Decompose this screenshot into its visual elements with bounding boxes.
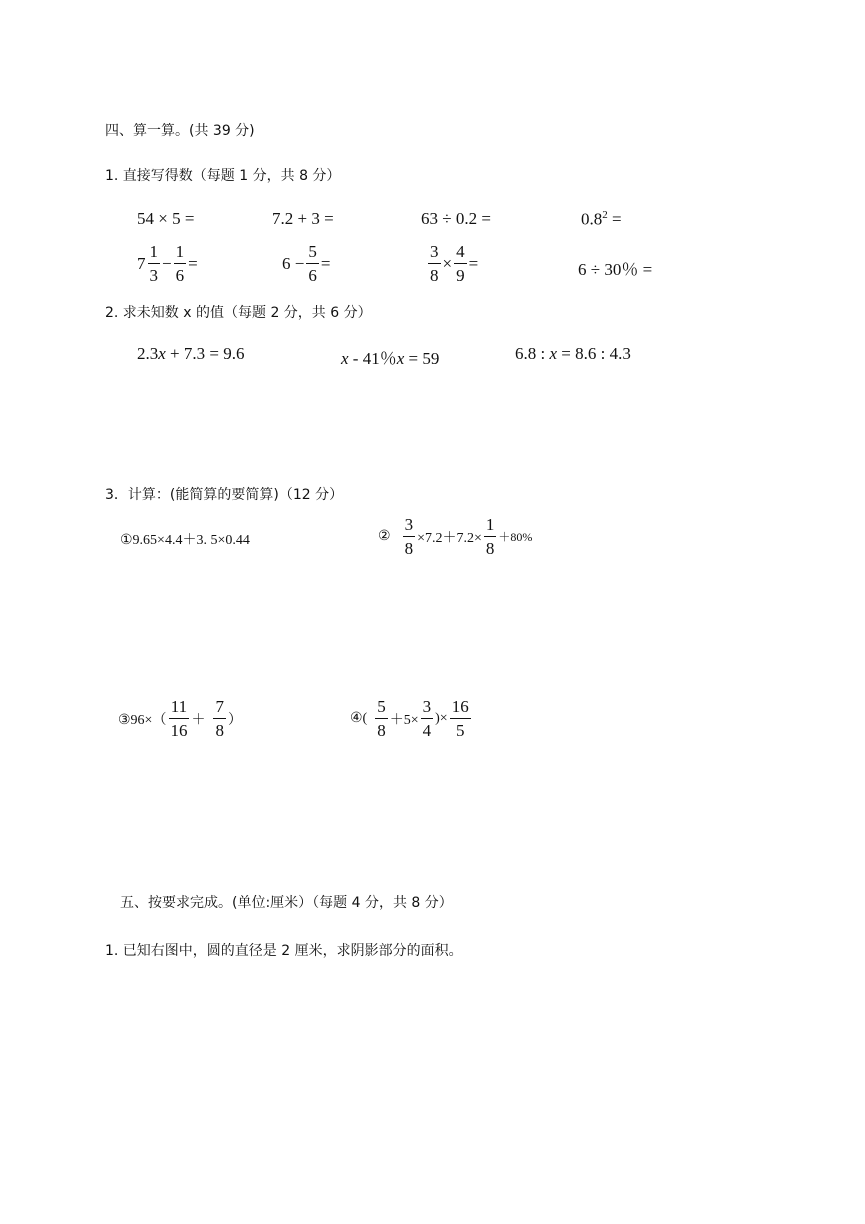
fraction: $\frac{3}{8}$ — [404, 515, 414, 558]
equals: = — [320, 253, 331, 273]
section-5-title: 五、按要求完成。(单位:厘米）（每题 4 分，共 8 分） — [120, 895, 453, 911]
question-1-title: 1. 直接写得数（每题 1 分，共 8 分） — [105, 168, 341, 184]
calc-problem-3 — [118, 698, 242, 739]
calc-problem-4 — [350, 698, 473, 739]
expression-part: ＋5× — [389, 712, 419, 728]
equals: = — [607, 209, 622, 229]
section-5-question-1: 1. 已知右图中，圆的直径是 2 厘米，求阴影部分的面积。 — [105, 943, 463, 959]
equals: = — [188, 253, 198, 273]
expression-part: ④( — [350, 711, 368, 726]
calc-problem-2 — [378, 516, 532, 557]
base: 0.8 — [581, 209, 603, 229]
oral-calc-1: 54 × 5 = — [137, 209, 195, 228]
fraction: $\frac{16}{5}$ — [451, 697, 469, 740]
equals: = — [468, 253, 479, 273]
fraction: $\frac{1}{8}$ — [485, 515, 495, 558]
whole-number: 7 — [137, 253, 146, 273]
minus-sign: − — [162, 253, 172, 273]
fraction: $\frac{7}{8}$ — [215, 697, 224, 740]
exponent: 2 — [602, 209, 608, 221]
question-2-title: 2. 求未知数 x 的值（每题 2 分，共 6 分） — [105, 305, 372, 321]
fraction: $\frac{4}{9}$ — [456, 242, 465, 285]
equation-2: x - 41％x = 59 — [341, 349, 440, 368]
calc-problem-1: ①9.65×4.4＋3. 5×0.44 — [120, 533, 250, 548]
expression-part: )× — [435, 710, 448, 726]
equation-1: 2.3x + 7.3 = 9.6 — [137, 344, 245, 363]
plus-sign: ＋ — [191, 712, 206, 728]
fraction: $\frac{5}{6}$ — [308, 242, 317, 285]
fraction: $\frac{1}{3}$ — [149, 242, 158, 285]
question-3-title: 3．计算：(能简算的要简算)（12 分） — [105, 487, 344, 503]
oral-calc-6 — [282, 243, 330, 284]
expression-part: ＋80% — [498, 530, 533, 544]
fraction: $\frac{3}{4}$ — [422, 697, 432, 740]
section-4-title: 四、算一算。(共 39 分) — [105, 123, 255, 139]
equation-3: 6.8 : x = 8.6 : 4.3 — [515, 344, 631, 363]
expression-part: ③96×（ — [118, 712, 167, 728]
oral-calc-2: 7.2 + 3 = — [272, 209, 334, 228]
expression-part: ×7.2＋7.2× — [417, 530, 482, 546]
oral-calc-3: 63 ÷ 0.2 = — [421, 209, 491, 228]
oral-calc-8: 6 ÷ 30％ = — [578, 260, 653, 279]
oral-calc-4 — [581, 209, 622, 230]
oral-calc-5 — [137, 243, 198, 284]
expression-part: 6 − — [282, 253, 305, 273]
fraction: $\frac{3}{8}$ — [430, 242, 439, 285]
fraction: $\frac{11}{16}$ — [170, 697, 188, 740]
fraction: $\frac{5}{8}$ — [377, 697, 386, 740]
expression-part: ） — [227, 712, 242, 728]
fraction: $\frac{1}{6}$ — [175, 242, 185, 285]
oral-calc-7 — [426, 243, 478, 284]
times-sign: × — [442, 253, 453, 273]
problem-label: ② — [378, 529, 391, 544]
